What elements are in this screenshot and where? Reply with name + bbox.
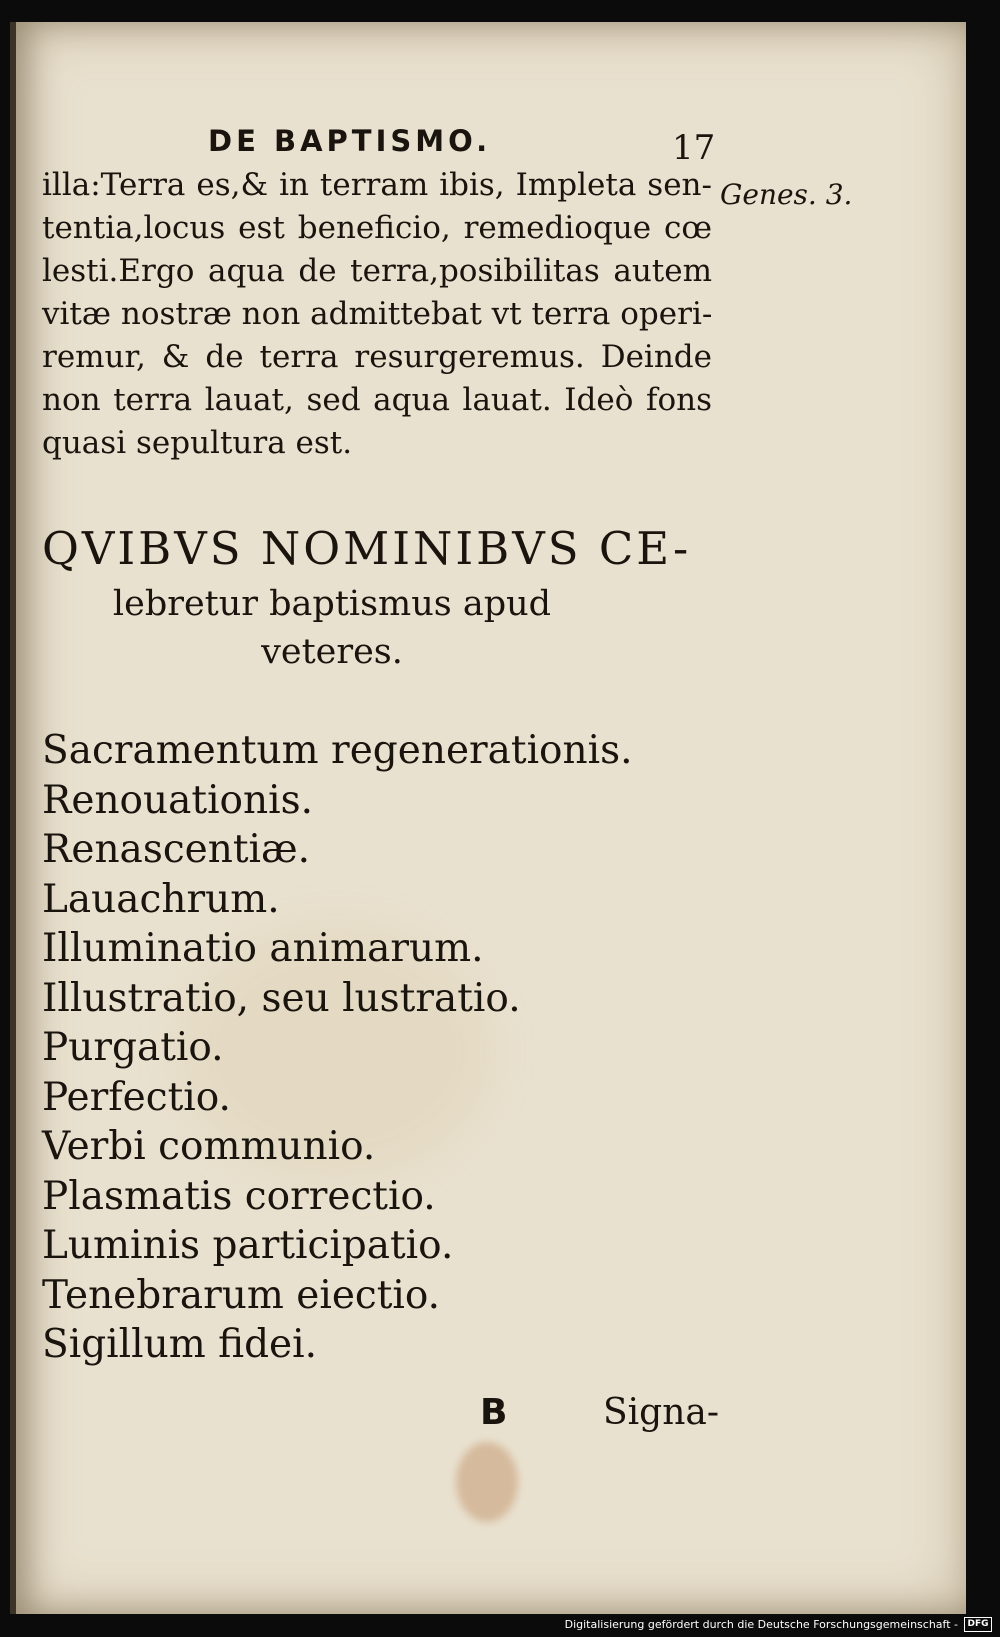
list-item: Renouationis. xyxy=(42,777,314,823)
dfg-logo: DFG xyxy=(964,1617,992,1632)
list-item: Illuminatio animarum. xyxy=(42,926,484,971)
section-subheading xyxy=(42,580,622,676)
digitization-credit: Digitalisierung gefördert durch die Deutsche Forschungsgemeinschaft - xyxy=(564,1618,958,1631)
page-number: 17 xyxy=(672,128,716,168)
body-line: lesti.Ergo aqua de terra,posibilitas autem xyxy=(42,253,712,289)
catchword: Signa- xyxy=(603,1392,720,1433)
list-item: Sigillum fidei. xyxy=(42,1322,317,1367)
body-line: tentia,locus est beneficio, remedioque cœ xyxy=(42,210,712,246)
list-item: Luminis participatio. xyxy=(42,1223,454,1268)
list-item: Plasmatis correctio. xyxy=(42,1173,436,1219)
list-item: Verbi communio. xyxy=(42,1124,376,1169)
signature-mark: B xyxy=(480,1392,508,1433)
list-item: Renascentiæ. xyxy=(42,827,311,872)
body-paragraph xyxy=(42,164,712,465)
body-line: illa:Terra es,& in terram ibis, Impleta sen- xyxy=(42,167,712,203)
margin-note: Genes. 3. xyxy=(720,178,853,211)
running-title: DE BAPTISMO. xyxy=(208,124,492,158)
body-line: remur, & de terra resurgeremus. Deinde xyxy=(42,339,712,375)
body-line: non terra lauat, sed aqua lauat. Ideò fons xyxy=(42,382,712,418)
list-item: Illustratio, seu lustratio. xyxy=(42,975,521,1021)
list-item: Lauachrum. xyxy=(42,876,280,922)
paper-stain xyxy=(456,1442,518,1522)
list-item: Purgatio. xyxy=(42,1025,224,1070)
list-item: Perfectio. xyxy=(42,1074,231,1120)
subheading-line: lebretur baptismus apud xyxy=(112,584,552,624)
section-heading: QVIBVS NOMINIBVS CE- xyxy=(42,522,692,575)
list-item: Tenebrarum eiectio. xyxy=(42,1272,441,1318)
list-item: Sacramentum regenerationis. xyxy=(42,728,633,773)
subheading-line: veteres. xyxy=(261,632,403,672)
body-line: quasi sepultura est. xyxy=(42,425,353,461)
body-line: vitæ nostræ non admittebat vt terra operi- xyxy=(42,296,713,332)
names-list xyxy=(42,726,662,1370)
